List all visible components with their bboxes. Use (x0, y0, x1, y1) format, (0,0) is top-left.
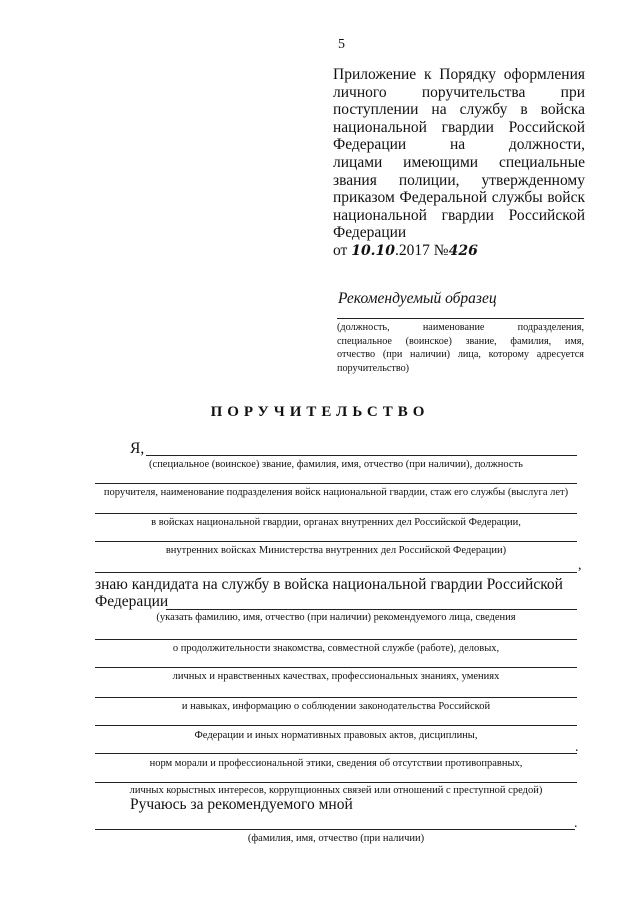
addressee-line (337, 318, 584, 319)
candidate-caption-2: о продолжительности знакомства, совместной службе (работе), деловых, (172, 643, 500, 654)
candidate-line-4 (95, 697, 577, 698)
addressee-caption-line: отчество (при наличии) лица, которому адресуется (337, 349, 584, 361)
federation-text: Федерации (95, 593, 169, 610)
number-prefix: № (433, 241, 449, 259)
appendix-line: звания полиции, утвержденному (333, 171, 585, 189)
candidate-caption-4: и навыках, информацию о соблюдении законодательства Российской (181, 701, 491, 712)
page-number: 5 (338, 37, 345, 52)
candidate-caption-5: Федерации и иных нормативных правовых актов, дисциплины, (194, 730, 478, 741)
addressee-caption (337, 321, 584, 375)
date-prefix: от (333, 241, 348, 259)
guarantor-line-2 (95, 483, 577, 484)
addressee-caption-line: (должность, наименование подразделения, (337, 322, 584, 333)
candidate-caption-1: (указать фамилию, имя, отчество (при наличии) рекомендуемого лица, сведения (156, 612, 516, 623)
order-date-year: .2017 (395, 241, 430, 259)
guarantor-caption-2: поручителя, наименование подразделения войск национальной гвардии, стаж его службы (выслуга лет) (103, 487, 569, 498)
document-title: ПОРУЧИТЕЛЬСТВО (210, 404, 430, 420)
order-date-handwritten: 10.10 (351, 242, 396, 259)
candidate-line-2 (95, 639, 577, 640)
ya-label: Я, (130, 440, 145, 457)
candidate-caption-6: норм морали и профессиональной этики, сведения об отсутствии противоправных, (149, 758, 523, 769)
appendix-line: национальной гвардии Российской (333, 206, 585, 224)
know-candidate-text: знаю кандидата на службу в войска национальной гвардии Российской (95, 576, 563, 593)
candidate-line-7 (95, 782, 577, 783)
candidate-line-5 (95, 725, 577, 726)
appendix-line: национальной гвардии Российской (333, 118, 585, 136)
vouch-dot: . (574, 816, 578, 831)
appendix-line: поступлении на службу в войска (333, 101, 585, 119)
guarantor-caption-3: в войсках национальной гвардии, органах внутренних дел Российской Федерации, (151, 517, 521, 528)
appendix-line: Приложение к Порядку оформления (333, 66, 585, 83)
vouch-text: Ручаюсь за рекомендуемого мной (130, 796, 353, 813)
guarantor-line-3 (95, 513, 577, 514)
candidate-line-3 (95, 667, 577, 668)
appendix-line: личного поручительства при (333, 83, 585, 101)
line-dot: . (575, 740, 579, 755)
guarantor-caption-1: (специальное (воинское) звание, фамилия, имя, отчество (при наличии), должность (149, 459, 523, 470)
line-comma: , (578, 558, 582, 573)
candidate-line-6 (95, 753, 577, 754)
vouch-caption: (фамилия, имя, отчество (при наличии) (247, 833, 425, 844)
appendix-line: приказом Федеральной службы войск (333, 189, 585, 207)
order-number-handwritten: 426 (448, 242, 478, 259)
sample-label: Рекомендуемый образец (338, 290, 497, 307)
guarantor-line-1 (146, 455, 577, 456)
vouch-line (95, 829, 575, 830)
guarantor-line-5 (95, 572, 577, 573)
appendix-line: Федерации (333, 224, 407, 242)
guarantor-caption-4: внутренних войсках Министерства внутренних дел Российской Федерации) (165, 545, 507, 556)
appendix-header (333, 66, 585, 260)
addressee-caption-line: специальное (воинское) звание, фамилия, имя, (337, 335, 584, 347)
candidate-line-1 (166, 609, 577, 610)
guarantor-line-4 (95, 541, 577, 542)
addressee-caption-line: поручительство) (337, 362, 410, 374)
candidate-caption-3: личных и нравственных качествах, профессиональных знаниях, умениях (172, 671, 500, 682)
order-date-line (333, 242, 585, 260)
appendix-line: лицами имеющими специальные (333, 153, 585, 171)
appendix-line: Федерации на должности, (333, 136, 585, 154)
candidate-caption-7: личных корыстных интересов, коррупционных связей или отношений с преступной средой) (129, 785, 543, 796)
